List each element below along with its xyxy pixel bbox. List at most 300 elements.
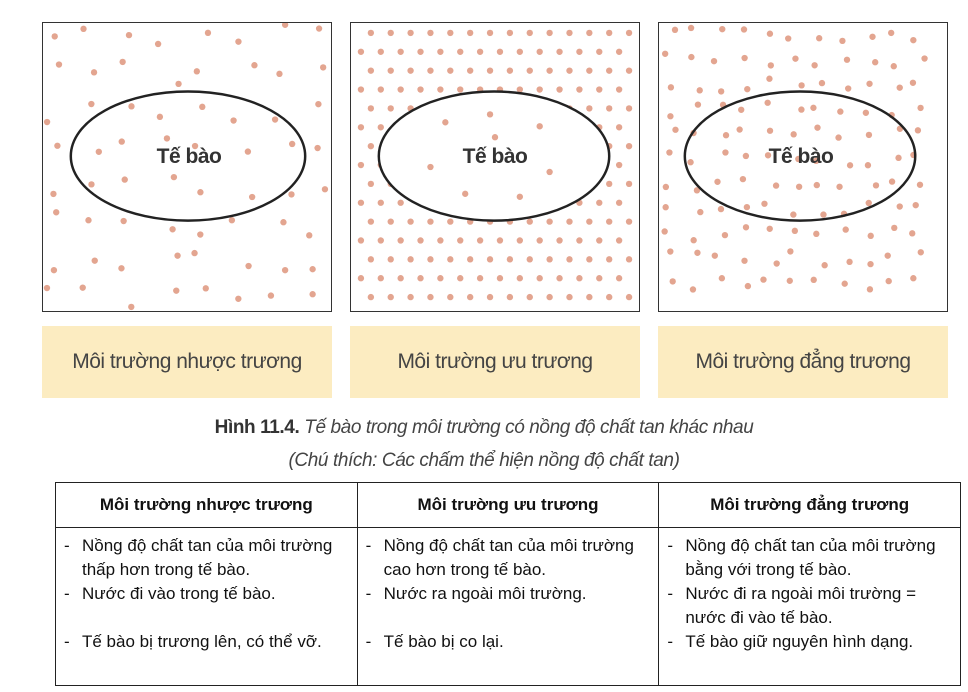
- solute-dot: [457, 275, 463, 281]
- bullet-list: [366, 534, 653, 654]
- solute-dot: [687, 159, 693, 165]
- solute-dot: [688, 54, 694, 60]
- solute-dot: [245, 263, 251, 269]
- solute-dot: [527, 256, 533, 262]
- solute-dot: [417, 49, 423, 55]
- solute-dot: [842, 281, 848, 287]
- solute-dot: [467, 294, 473, 300]
- cell-label: Tế bào: [156, 145, 222, 168]
- solute-dot: [507, 294, 513, 300]
- solute-dot: [407, 294, 413, 300]
- solute-dot: [576, 237, 582, 243]
- solute-dot: [175, 81, 181, 87]
- solute-dot: [837, 108, 843, 114]
- solute-dot: [407, 67, 413, 73]
- solute-dot: [690, 237, 696, 243]
- solute-dot: [711, 58, 717, 64]
- solute-dot: [662, 51, 668, 57]
- solute-dot: [910, 37, 916, 43]
- solute-dot: [427, 218, 433, 224]
- solute-dot: [546, 30, 552, 36]
- list-item: - Nồng độ chất tan của môi trường cao hơn trong tế bào.: [366, 534, 653, 582]
- solute-dot: [868, 233, 874, 239]
- solute-dot: [743, 153, 749, 159]
- solute-dot: [517, 49, 523, 55]
- solute-dot: [388, 105, 394, 111]
- solute-dot: [688, 25, 694, 31]
- solute-dot: [872, 59, 878, 65]
- solute-dot: [792, 55, 798, 61]
- solute-dot: [487, 256, 493, 262]
- solute-dot: [566, 294, 572, 300]
- solute-dot: [918, 249, 924, 255]
- solute-dot: [917, 105, 923, 111]
- solute-dot: [289, 141, 295, 147]
- solute-dot: [427, 256, 433, 262]
- solute-dot: [576, 49, 582, 55]
- solute-dot: [616, 162, 622, 168]
- solute-dot: [492, 134, 498, 140]
- solute-dot: [477, 275, 483, 281]
- solute-dot: [388, 67, 394, 73]
- solute-dot: [315, 101, 321, 107]
- solute-dot: [272, 116, 278, 122]
- solute-dot: [517, 275, 523, 281]
- solute-dot: [743, 224, 749, 230]
- solute-dot: [773, 182, 779, 188]
- solute-dot: [787, 278, 793, 284]
- solute-dot: [527, 67, 533, 73]
- solute-dot: [358, 237, 364, 243]
- solute-dot: [723, 132, 729, 138]
- solute-dot: [437, 49, 443, 55]
- solute-dot: [497, 49, 503, 55]
- solute-dot: [736, 126, 742, 132]
- solute-dot: [606, 294, 612, 300]
- solute-dot: [845, 85, 851, 91]
- solute-dot: [820, 211, 826, 217]
- solute-dot: [767, 226, 773, 232]
- panel-hypertonic: [350, 22, 640, 312]
- solute-dot: [921, 55, 927, 61]
- solute-dot: [810, 105, 816, 111]
- solute-dot: [487, 30, 493, 36]
- solute-dot: [761, 201, 767, 207]
- solute-dot: [915, 127, 921, 133]
- solute-dot: [661, 228, 667, 234]
- solute-dot: [792, 228, 798, 234]
- solute-dot: [320, 64, 326, 70]
- solute-dot: [53, 209, 59, 215]
- solute-dot: [447, 294, 453, 300]
- solute-dot: [169, 226, 175, 232]
- solute-dot: [120, 218, 126, 224]
- solute-dot: [889, 178, 895, 184]
- solute-dot: [407, 30, 413, 36]
- solute-dot: [157, 114, 163, 120]
- solute-dot: [785, 35, 791, 41]
- list-item: - Tế bào giữ nguyên hình dạng.: [667, 630, 954, 654]
- solute-dot: [245, 148, 251, 154]
- solute-dot: [378, 86, 384, 92]
- solute-dot: [606, 256, 612, 262]
- solute-dot: [897, 84, 903, 90]
- solute-dot: [397, 86, 403, 92]
- solute-dot: [229, 217, 235, 223]
- solute-dot: [164, 135, 170, 141]
- list-item: - Nồng độ chất tan của môi trường thấp hơn trong tế bào.: [64, 534, 351, 582]
- solute-dot: [447, 218, 453, 224]
- solute-dot: [895, 155, 901, 161]
- solute-dot: [457, 49, 463, 55]
- solute-dot: [171, 174, 177, 180]
- solute-dot: [427, 30, 433, 36]
- solute-dot: [44, 285, 50, 291]
- cell-hypotonic: [56, 528, 358, 686]
- solute-dot: [88, 181, 94, 187]
- solute-dot: [566, 30, 572, 36]
- solute-dot: [487, 294, 493, 300]
- solute-dot: [119, 59, 125, 65]
- solute-dot: [606, 30, 612, 36]
- solute-dot: [719, 26, 725, 32]
- solute-dot: [744, 204, 750, 210]
- solute-dot: [798, 82, 804, 88]
- solute-dot: [909, 230, 915, 236]
- solute-dot: [790, 131, 796, 137]
- figure-note: (Chú thích: Các chấm thể hiện nồng độ chất tan): [288, 450, 680, 471]
- solute-dot: [194, 68, 200, 74]
- solute-dot: [447, 30, 453, 36]
- solute-dot: [741, 26, 747, 32]
- solute-dot: [586, 30, 592, 36]
- solute-dot: [626, 105, 632, 111]
- solute-dot: [556, 49, 562, 55]
- solute-dot: [527, 294, 533, 300]
- solute-dot: [616, 124, 622, 130]
- table-header-row: [56, 483, 961, 528]
- solute-dot: [741, 55, 747, 61]
- solute-dot: [80, 26, 86, 32]
- solute-dot: [527, 30, 533, 36]
- solute-dot: [695, 101, 701, 107]
- solute-dot: [897, 203, 903, 209]
- solute-dot: [866, 81, 872, 87]
- list-item: - Tế bào bị co lại.: [366, 630, 653, 654]
- header-hypotonic: Môi trường nhược trương: [56, 483, 358, 528]
- figure-title: Tế bào trong môi trường có nồng độ chất tan khác nhau: [304, 417, 754, 438]
- solute-dot: [155, 41, 161, 47]
- solute-dot: [235, 296, 241, 302]
- solute-dot: [814, 182, 820, 188]
- solute-dot: [566, 67, 572, 73]
- solute-dot: [397, 237, 403, 243]
- solute-dot: [891, 63, 897, 69]
- solute-dot: [368, 143, 374, 149]
- solute-dot: [616, 86, 622, 92]
- solute-dot: [368, 67, 374, 73]
- solute-dot: [276, 71, 282, 77]
- solute-dot: [477, 49, 483, 55]
- solute-dot: [556, 237, 562, 243]
- panel-isotonic: [658, 22, 948, 312]
- solute-dot: [358, 86, 364, 92]
- solute-dot: [917, 182, 923, 188]
- solute-dot: [586, 105, 592, 111]
- solute-dot: [616, 49, 622, 55]
- solute-dot: [586, 256, 592, 262]
- solute-dot: [462, 191, 468, 197]
- solute-dot: [566, 218, 572, 224]
- solute-dot: [497, 237, 503, 243]
- solute-dot: [556, 86, 562, 92]
- solute-dot: [798, 106, 804, 112]
- solute-dot: [407, 218, 413, 224]
- solute-dot: [745, 283, 751, 289]
- solute-dot: [718, 206, 724, 212]
- solute-dot: [88, 101, 94, 107]
- solute-dot: [546, 218, 552, 224]
- solute-dot: [477, 237, 483, 243]
- solute-dot: [199, 104, 205, 110]
- solute-dot: [740, 176, 746, 182]
- solute-dot: [844, 57, 850, 63]
- solute-dot: [388, 218, 394, 224]
- solute-dot: [378, 237, 384, 243]
- solute-dot: [249, 194, 255, 200]
- solute-dot: [764, 100, 770, 106]
- solute-dot: [760, 276, 766, 282]
- solute-dot: [891, 225, 897, 231]
- solute-dot: [885, 253, 891, 259]
- solute-dot: [738, 107, 744, 113]
- environment-label-isotonic: Môi trường đẳng trương: [658, 326, 948, 398]
- cell-label: Tế bào: [462, 145, 528, 168]
- solute-dot: [867, 286, 873, 292]
- solute-dot: [197, 231, 203, 237]
- solute-dot: [537, 86, 543, 92]
- solute-dot: [128, 103, 134, 109]
- solute-dot: [719, 275, 725, 281]
- solute-dot: [722, 232, 728, 238]
- solute-dot: [92, 257, 98, 263]
- solute-dot: [173, 287, 179, 293]
- list-item: - Nồng độ chất tan của môi trường bằng với trong tế bào.: [667, 534, 954, 582]
- solute-dot: [517, 194, 523, 200]
- solute-dot: [51, 267, 57, 273]
- solute-dot: [888, 30, 894, 36]
- solute-dot: [606, 181, 612, 187]
- solute-dot: [913, 202, 919, 208]
- solute-dot: [191, 250, 197, 256]
- solute-dot: [866, 132, 872, 138]
- environment-label-hypertonic: Môi trường ưu trương: [350, 326, 640, 398]
- list-item: - Nước ra ngoài môi trường.: [366, 582, 653, 606]
- bullet-list: [667, 534, 954, 654]
- solute-dot: [128, 304, 134, 310]
- solute-dot: [358, 49, 364, 55]
- solute-dot: [427, 67, 433, 73]
- solute-dot: [358, 162, 364, 168]
- solute-dot: [873, 182, 879, 188]
- table-row: [56, 528, 961, 686]
- solute-dot: [576, 275, 582, 281]
- solute-dot: [697, 87, 703, 93]
- solute-dot: [839, 38, 845, 44]
- solute-dot: [442, 119, 448, 125]
- solute-dot: [306, 232, 312, 238]
- solute-dot: [847, 162, 853, 168]
- solute-dot: [368, 256, 374, 262]
- solute-dot: [397, 275, 403, 281]
- solute-dot: [507, 67, 513, 73]
- solute-dot: [744, 86, 750, 92]
- solute-dot: [697, 209, 703, 215]
- solute-dot: [596, 237, 602, 243]
- solute-dot: [437, 237, 443, 243]
- solute-dot: [910, 275, 916, 281]
- solute-dot: [616, 275, 622, 281]
- solute-dot: [358, 200, 364, 206]
- solute-dot: [268, 292, 274, 298]
- solute-dot: [886, 278, 892, 284]
- solute-dot: [718, 88, 724, 94]
- solute-dot: [417, 237, 423, 243]
- solute-dot: [467, 67, 473, 73]
- solute-dot: [813, 231, 819, 237]
- solute-dot: [546, 294, 552, 300]
- solute-dot: [596, 200, 602, 206]
- solute-dot: [667, 248, 673, 254]
- solute-dot: [670, 278, 676, 284]
- solute-dot: [835, 134, 841, 140]
- solute-dot: [417, 275, 423, 281]
- solute-dot: [537, 275, 543, 281]
- solute-dot: [814, 124, 820, 130]
- solute-dot: [596, 49, 602, 55]
- solute-dot: [309, 291, 315, 297]
- solute-dot: [50, 191, 56, 197]
- solute-dot: [368, 218, 374, 224]
- solute-dot: [662, 204, 668, 210]
- solute-dot: [251, 62, 257, 68]
- solute-dot: [867, 261, 873, 267]
- solute-dot: [368, 30, 374, 36]
- solute-dot: [606, 218, 612, 224]
- solute-dot: [843, 226, 849, 232]
- solute-dot: [768, 62, 774, 68]
- solute-dot: [358, 275, 364, 281]
- solute-dot: [487, 67, 493, 73]
- cell-hypertonic: [357, 528, 659, 686]
- solute-dot: [507, 30, 513, 36]
- solute-dot: [235, 38, 241, 44]
- solute-dot: [397, 49, 403, 55]
- solute-dot: [787, 248, 793, 254]
- solute-dot: [118, 265, 124, 271]
- bullet-list: [64, 534, 351, 654]
- solute-dot: [527, 218, 533, 224]
- solute-dot: [56, 61, 62, 67]
- solute-dot: [368, 181, 374, 187]
- solute-dot: [766, 76, 772, 82]
- solute-dot: [316, 25, 322, 31]
- solute-dot: [767, 128, 773, 134]
- solute-dot: [869, 34, 875, 40]
- solute-dot: [537, 123, 543, 129]
- solute-dot: [96, 149, 102, 155]
- solute-dot: [836, 184, 842, 190]
- solute-dot: [666, 149, 672, 155]
- solute-dot: [322, 186, 328, 192]
- solute-dot: [368, 105, 374, 111]
- solute-dot: [309, 266, 315, 272]
- solute-dot: [427, 294, 433, 300]
- header-hypertonic: Môi trường ưu trương: [357, 483, 659, 528]
- solute-dot: [672, 127, 678, 133]
- solute-dot: [566, 256, 572, 262]
- solute-dot: [203, 285, 209, 291]
- solute-dot: [819, 80, 825, 86]
- solute-dot: [457, 86, 463, 92]
- solute-dot: [790, 211, 796, 217]
- solute-dot: [546, 256, 552, 262]
- solute-dot: [714, 179, 720, 185]
- solute-dot: [537, 49, 543, 55]
- solute-dot: [694, 250, 700, 256]
- solute-dot: [616, 200, 622, 206]
- solute-dot: [388, 256, 394, 262]
- solute-dot: [606, 67, 612, 73]
- solute-dot: [821, 262, 827, 268]
- solute-dot: [816, 35, 822, 41]
- solute-dot: [358, 124, 364, 130]
- solute-dot: [811, 277, 817, 283]
- solute-dot: [467, 30, 473, 36]
- solute-dot: [626, 256, 632, 262]
- solute-dot: [667, 113, 673, 119]
- solute-dot: [407, 256, 413, 262]
- solute-dot: [910, 80, 916, 86]
- solute-dot: [314, 145, 320, 151]
- panel-hypotonic: [42, 22, 332, 312]
- solute-dot: [280, 219, 286, 225]
- solute-dot: [668, 84, 674, 90]
- environment-label-hypotonic: Môi trường nhược trương: [42, 326, 332, 398]
- solute-dot: [846, 259, 852, 265]
- solute-dot: [447, 256, 453, 262]
- solute-dot: [119, 138, 125, 144]
- solute-dot: [767, 31, 773, 37]
- solute-dot: [85, 217, 91, 223]
- solute-dot: [626, 143, 632, 149]
- comparison-table: [55, 482, 961, 686]
- solute-dot: [282, 267, 288, 273]
- solute-dot: [586, 67, 592, 73]
- solute-dot: [586, 294, 592, 300]
- solute-dot: [457, 237, 463, 243]
- solute-dot: [741, 258, 747, 264]
- solute-dot: [122, 176, 128, 182]
- header-isotonic: Môi trường đẳng trương: [659, 483, 961, 528]
- solute-dot: [722, 149, 728, 155]
- solute-dot: [437, 86, 443, 92]
- solute-dot: [368, 294, 374, 300]
- solute-dot: [596, 86, 602, 92]
- solute-dot: [397, 200, 403, 206]
- solute-dot: [626, 30, 632, 36]
- solute-dot: [690, 286, 696, 292]
